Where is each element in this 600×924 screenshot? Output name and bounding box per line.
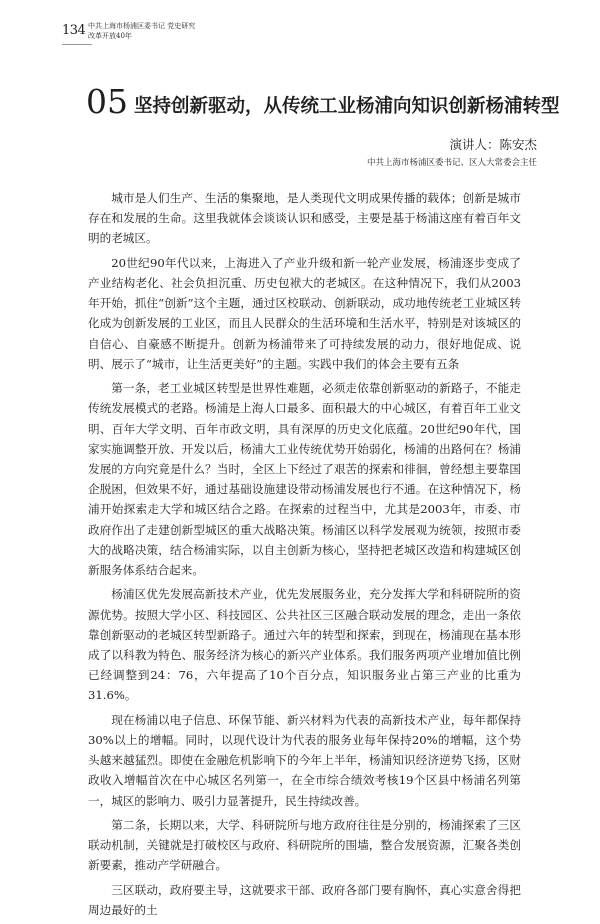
- paragraph-4: 杨浦区优先发展高新技术产业，优先发展服务业，充分发挥大学和科研院所的资源优势。按照大学小区、科技园区、公共社区三区融合联动发展的理念，走出一条依靠创新驱动的老城区转型新路子。通过六年的转型和探索，到现在，杨浦现在基本形成了以科教为特色、服务经济为核心的新兴产业体系。我们服务两项产业增加值比例已经调整到24：76，六年提高了10个百分点，知识服务业占第三产业的比重为31.6%。: [88, 587, 521, 703]
- speaker-name: 演讲人：陈安杰: [449, 137, 537, 152]
- paragraph-5: 现在杨浦以电子信息、环保节能、新兴材料为代表的高新技术产业，每年都保持30%以上的增幅。同时，以现代设计为代表的服务业每年保持20%的增幅，这个势头越来越猛烈。即使在金融危机影响下的今年上半年，杨浦知识经济逆势飞扬，区财政收入增幅首次在中心城区名列第一，在全市综合绩效考核19个区县中杨浦名列第一，城区的影响力、吸引力显著提升，民生持续改善。: [88, 712, 521, 808]
- running-head-line-2: 改革开放40年: [88, 32, 132, 40]
- paragraph-2: 20世纪90年代以来，上海进入了产业升级和新一轮产业发展，杨浦逐步变成了产业结构老化、社会负担沉重、历史包袱大的老城区。在这种情况下，我们从2003年开始，抓住“创新”这个主题，通过区校联动、创新联动，成功地传统老工业城区转化成为创新发展的工业区，而且人民群众的生活环境和生活水平，特别是对该城区的自信心、自豪感不断提升。创新为杨浦带来了可持续发展的动力，很好地促成、说明、展示了“城市，让生活更美好”的主题。实践中我们的体会主要有五条: [88, 255, 521, 371]
- paragraph-7: 三区联动，政府要主导，这就要求干部、政府各部门要有胸怀，真心实意舍得把周边最好的土: [88, 882, 521, 918]
- speaker-role: 中共上海市杨浦区委书记、区人大常委会主任: [366, 158, 537, 168]
- paragraph-1: 城市是人们生产、生活的集聚地，是人类现代文明成果传播的载体；创新是城市存在和发展的生命。这里我就体会谈谈认识和感受，主要是基于杨浦这座有着百年文明的老城区。: [88, 191, 521, 246]
- page-number: 134: [62, 23, 86, 38]
- paragraph-3: 第一条，老工业城区转型是世界性难题，必须走依靠创新驱动的新路子，不能走传统发展模式的老路。杨浦是上海人口最多、面积最大的中心城区，有着百年工业文明、百年大学文明、百年市政文明，具有深厚的历史文化底蕴。20世纪90年代，国家实施调整开放、开发以后，杨浦大工业传统优势开始弱化，杨浦的出路何在？杨浦发展的方向究竟是什么？当时，全区上下经过了艰苦的探索和徘徊，曾经想主要靠国企脱困，但效果不好，通过基础设施建设带动杨浦发展也行不通。在这种情况下，杨浦开始探索走大学和城区结合之路。在探索的过程当中，尤其是2003年，市委、市政府作出了走建创新型城区的重大战略决策。杨浦区以科学发展观为统领，按照市委大的战略决策，结合杨浦实际，以自主创新为核心，坚持把老城区改造和构建城区创新服务体系结合起来。: [88, 381, 521, 578]
- chapter-number: 05: [86, 82, 128, 121]
- paragraph-6: 第二条，长期以来，大学、科研院所与地方政府往往是分别的，杨浦探索了三区联动机制，关键就是打破校区与政府、科研院所的围墙，整合发展资源，汇聚各类创新要素，推动产学研融合。: [88, 818, 521, 873]
- chapter-title: 坚持创新驱动，从传统工业杨浦向知识创新杨浦转型: [134, 96, 560, 117]
- running-head-text: [88, 21, 195, 41]
- article-body: [88, 188, 521, 924]
- header-rule: [62, 44, 92, 45]
- running-head-line-1: 中共上海市杨浦区委书记 党史研究: [88, 22, 196, 30]
